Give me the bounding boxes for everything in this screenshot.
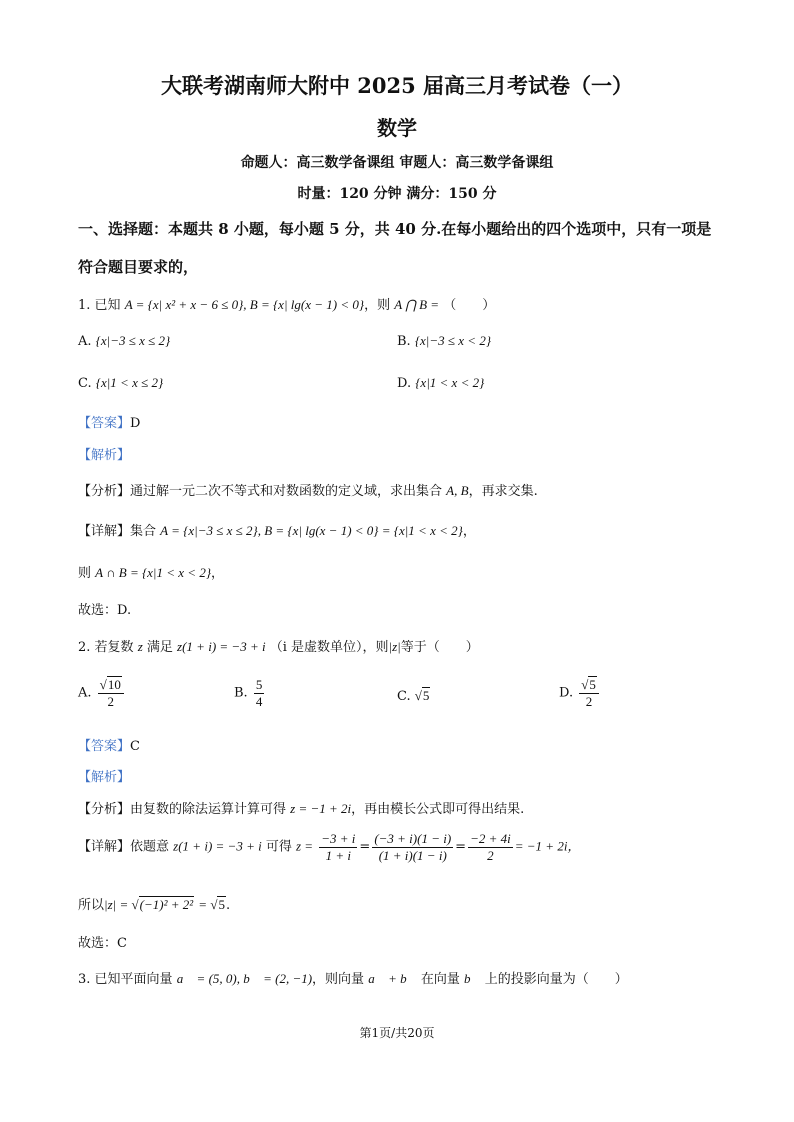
q1-stem-math: A = {x| x² + x − 6 ≤ 0}, B = {x| lg(x − 1) < 0} <box>124 297 365 312</box>
q2-fenxi-tag: 【分析】 <box>78 802 131 817</box>
q2-stem-note: （i 是虚数单位），则 <box>269 640 389 655</box>
q2-answer-line <box>78 735 140 754</box>
q2-detail-tag: 【详解】 <box>78 839 131 855</box>
q2-analysis-tag: 【解析】 <box>78 770 131 785</box>
q1-stem-prefix: 1. 已知 <box>78 298 121 313</box>
sqrt-icon: √5 <box>414 688 430 703</box>
q1-stem-math2: A ⋂ B = <box>394 297 440 312</box>
q2-detail-result: = −1 + 2i， <box>514 838 581 854</box>
q2-option-b <box>234 678 266 708</box>
q3-stem <box>78 968 628 987</box>
q2-frac3-num: −2 + 4i <box>470 831 511 846</box>
q2-conclusion: 故选：C <box>78 936 127 951</box>
q1-detail-text: 集合 <box>130 524 157 539</box>
q3-stem-math3: b⃗ <box>464 971 481 986</box>
q1-fenxi-math: A, B <box>446 483 469 498</box>
q3-stem-mid2: 在向量 <box>420 972 460 987</box>
q2-stem-abs: |z| <box>388 639 401 654</box>
sqrt-icon: √5 <box>581 677 596 692</box>
q1-option-c-value: {x|1 < x ≤ 2} <box>95 375 164 390</box>
q2-line2-rad: (−1)² + 2² <box>139 897 194 912</box>
q2-answer-tag: 【答案】 <box>78 739 131 754</box>
q2-option-d-fraction <box>579 678 599 708</box>
q2-option-d-label: D. <box>559 685 574 701</box>
q2-stem-end: 等于（ ） <box>400 640 479 655</box>
q2-option-c-rad: 5 <box>422 688 430 703</box>
q1-stem-paren: （ ） <box>443 298 496 313</box>
q1-fenxi-end: ，再求交集. <box>468 484 538 499</box>
section-heading-line2: 符合题目要求的， <box>78 258 199 276</box>
q2-option-a-num: 10 <box>107 677 121 692</box>
q2-frac2 <box>372 832 453 862</box>
q1-option-d <box>397 375 484 391</box>
q2-detail-line2 <box>78 894 230 913</box>
q1-option-a-label: A. <box>78 334 92 349</box>
q2-stem-prefix: 2. 若复数 <box>78 640 134 655</box>
sqrt-icon: √5 <box>210 897 225 912</box>
q1-fenxi-line <box>78 480 538 499</box>
q1-line2-text: 则 <box>78 566 92 581</box>
sqrt-icon: √(−1)² + 2² <box>131 897 194 912</box>
q1-answer-tag: 【答案】 <box>78 416 131 431</box>
q2-option-c <box>397 688 430 704</box>
q2-frac2-num: (−3 + i)(1 − i) <box>374 831 452 846</box>
subject-title: 数学 <box>377 116 417 140</box>
q2-stem-math: z(1 + i) = −3 + i <box>177 639 266 654</box>
q1-option-a <box>78 333 170 349</box>
q2-option-b-den: 4 <box>255 693 263 709</box>
q1-fenxi-tag: 【分析】 <box>78 484 131 499</box>
q1-answer: D <box>130 416 141 431</box>
q2-detail-math1: z(1 + i) = −3 + i <box>173 838 262 854</box>
q1-detail-line <box>78 520 476 539</box>
q3-stem-math: a⃗ = (5, 0), b⃗ = (2, −1) <box>176 971 313 986</box>
q2-option-a-fraction <box>98 678 124 708</box>
page-number: 第1页/共20页 <box>359 1026 435 1040</box>
q3-stem-mid: ，则向量 <box>312 972 365 987</box>
section-heading-line1: 一、选择题：本题共 8 小题，每小题 5 分，共 40 分.在每小题给出的四个选项中，只有一项是 <box>78 220 712 238</box>
q2-fenxi-text: 由复数的除法运算计算可得 <box>130 802 287 817</box>
authors-line: 命题人：高三数学备课组 审题人：高三数学备课组 <box>240 155 554 171</box>
q1-answer-line <box>78 412 140 431</box>
q1-line2-end: ， <box>211 566 225 581</box>
q1-option-b <box>397 333 491 349</box>
q2-detail-line: 【详解】依题意 z(1 + i) = −3 + i 可得 z = $\frac{-3 + i}{1 + i}$ = $\frac{(-3 + i)(1 - i)}{(1 + i)(1 - i)}$ = $\frac{-2 + 4i}{2}$ = −1 + 2i， <box>78 831 581 863</box>
q2-fenxi-line <box>78 798 524 817</box>
q1-detail-tag: 【详解】 <box>78 524 131 539</box>
q2-option-a-den: 2 <box>107 693 114 709</box>
q2-line2-eq: = <box>198 897 211 912</box>
q2-option-a <box>78 678 126 708</box>
q3-stem-end: 上的投影向量为（ ） <box>484 972 628 987</box>
q2-option-d-num: 5 <box>589 677 596 692</box>
q1-option-b-label: B. <box>397 334 411 349</box>
q1-line2-math: A ∩ B = {x|1 < x < 2} <box>95 565 212 580</box>
q2-option-d-den: 2 <box>585 693 593 709</box>
q2-line2-text: 所以 <box>78 898 105 913</box>
exam-title: 大联考湖南师大附中 2025 届高三月考试卷（一） <box>160 73 634 98</box>
q3-stem-prefix: 3. 已知平面向量 <box>78 972 173 987</box>
q2-line2-rad2: 5 <box>218 897 225 912</box>
q2-line2-math: |z| = <box>104 897 132 912</box>
q1-detail-line2 <box>78 562 224 581</box>
q2-frac1 <box>319 832 357 862</box>
q1-fenxi-text: 通过解一元二次不等式和对数函数的定义域，求出集合 <box>130 484 443 499</box>
q2-option-c-label: C. <box>397 689 411 704</box>
q2-frac2-den: (1 + i)(1 − i) <box>378 847 447 863</box>
q2-detail-text: 依题意 <box>130 839 170 855</box>
q2-option-d <box>559 678 601 708</box>
q2-detail-text2: 可得 <box>265 839 292 855</box>
q1-option-d-value: {x|1 < x < 2} <box>415 375 485 390</box>
q1-stem <box>78 294 495 313</box>
q2-option-b-label: B. <box>234 685 248 701</box>
sqrt-icon: √10 <box>99 677 121 692</box>
q2-option-b-fraction <box>254 678 265 708</box>
q2-stem <box>78 636 479 655</box>
q2-answer: C <box>130 739 140 754</box>
q1-option-c-label: C. <box>78 376 92 391</box>
q1-detail-end: ， <box>462 524 476 539</box>
q2-fenxi-end: ，再由模长公式即可得出结果. <box>351 802 525 817</box>
q1-option-a-value: {x|−3 ≤ x ≤ 2} <box>95 333 171 348</box>
time-score-line: 时量：120 分钟 满分：150 分 <box>297 186 497 202</box>
q1-detail-math: A = {x|−3 ≤ x ≤ 2}, B = {x| lg(x − 1) < 0} = {x|1 < x < 2} <box>160 523 463 538</box>
q2-stem-z: z <box>137 639 143 654</box>
q2-frac1-num: −3 + i <box>321 831 356 846</box>
q2-option-b-num: 5 <box>255 677 263 692</box>
q1-conclusion: 故选：D. <box>78 603 132 618</box>
q1-analysis-tag: 【解析】 <box>78 448 131 463</box>
q2-frac3-den: 2 <box>487 847 494 863</box>
q1-option-d-label: D. <box>397 376 412 391</box>
q1-option-b-value: {x|−3 ≤ x < 2} <box>414 333 492 348</box>
q1-stem-mid: ，则 <box>364 298 391 313</box>
q2-frac3 <box>468 832 513 862</box>
q2-fenxi-math: z = −1 + 2i <box>290 801 352 816</box>
q2-stem-mid: 满足 <box>146 640 173 655</box>
q2-line2-end: . <box>225 898 231 913</box>
q3-stem-math2: a⃗ + b⃗ <box>368 971 417 986</box>
q2-frac1-den: 1 + i <box>325 847 352 863</box>
q1-option-c <box>78 375 163 391</box>
q2-detail-z: z = <box>296 838 314 854</box>
q2-option-a-label: A. <box>78 685 92 701</box>
